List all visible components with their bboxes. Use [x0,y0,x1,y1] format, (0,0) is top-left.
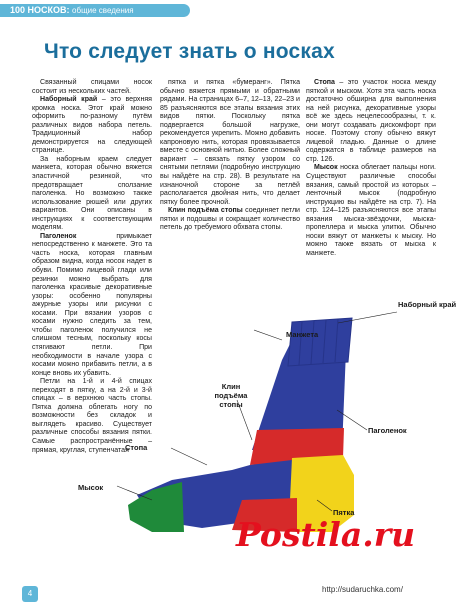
paragraph-term: Стопа [314,79,335,86]
label-gusset: Клин подъёма стопы [214,382,248,409]
label-leg: Паголенок [368,426,407,435]
label-cuff: Манжета [286,330,319,339]
paragraph-text: Петли на 1-й и 4-й спицах переходят в пятку, а на 2-й и 3-й спицах – в верхнюю часть стопы. Пятка должна облегать ногу по возможности без складок и выглядеть красиво. Существует различные способы вязания пятки. Самые распространённые – прямая, круглая, ступенчатая [32,378,152,454]
page-title: Что следует знать о носках [44,40,335,63]
paragraph-term: Наборный край [40,96,98,104]
section-header-text [10,4,134,17]
paragraph-text: – это верхняя кромка носка. Этот край можно оформить по-разному путём различных видов набора петель. Традиционный набор демонстрируется на следующей странице. [32,96,152,155]
paragraph [306,79,436,164]
sock-toe [128,482,184,532]
watermark-text: Postila.ru [236,515,416,554]
paragraph [32,79,152,96]
paragraph-text: носка облегает пальцы ноги. Существуют различные способы вязания, самый простой из которых – ленточный мысок (подробную инструкцию вы найдёте на стр. 7). На стр. 124–125 разъясняются все этапы вязания мыска-звёздочки, мыска-пропеллера и мыска улитки. Обычно носки вяжут от манжеты к мыску. Но можно также вязать от мыска к манжете. [306,164,436,257]
text-column-2 [160,79,300,233]
paragraph [160,207,300,233]
paragraph-text: Связанный спицами носок состоит из нескольких частей. [32,79,152,95]
paragraph-term: Клин подъёма стопы [168,207,243,215]
source-url[interactable]: http://sudaruchka.com/ [322,585,403,594]
paragraph [306,164,436,258]
paragraph-term: Мысок [314,164,338,172]
paragraph-text: соединяет петли пятки и подошвы и сокращает количество петель до требуемого обхвата стопы. [160,207,300,232]
section-header-bar [0,0,460,20]
paragraph-text: – это участок носка между пяткой и мыском. Хотя эта часть носка достаточно обширна для выполнения на ней рисунка, декоративные узоры всё же здесь нецелесообразны, т. к. они могут создавать дискомфорт при носке. Поэтому стопу обычно вяжут лицевой гладью. Данные о длине содержатся в таблице размеров на стр. 126. [306,79,436,163]
page-number: 4 [22,586,38,602]
label-foot: Стопа [125,443,148,452]
section-subtitle: общие сведения [72,6,134,15]
paragraph-text: пятка и пятка «бумеранг». Пятка обычно вяжется прямыми и обратными рядами. На страницах 6–7, 12–13, 22–23 и 85 разъясняются все этапы вязания этих видов пятки. Поскольку пятка подвергается большой нагрузке, рекомендуется укрепить. Можно добавить капроновую нить, которая провязывается вместе с основной нитью. Более сложный вариант – связать пятку узором со снятыми петлями (подробную инструкцию вы найдёте на стр. 28). В результате на изнаночной стороне за петлёй располагается двойная нить, что делает пятку более прочной. [160,79,300,206]
paragraph [32,96,152,156]
sock-cuff [288,318,352,366]
paragraph-text: За наборным краем следует манжета, которая обычно вяжется эластичной резинкой, что предотвращает сползание паголенка. Но возможно также использование рюшей или других вариантов. Они описаны в инструкциях к соответствующим моделям. [32,155,152,232]
section-title: 100 НОСКОВ: [10,5,70,15]
label-cuff-edge: Наборный край [398,300,457,309]
label-heel: Пятка [333,508,355,517]
paragraph [160,79,300,207]
paragraph-term: Паголенок [40,232,77,240]
paragraph [32,156,152,233]
label-toe: Мысок [78,483,104,492]
paragraph-text: примыкает непосредственно к манжете. Это та часть носка, которая главным образом видна, когда носок надет в обуви. Помимо лицевой глади или резинки можно выбрать для паголенка красивые декоративные узоры: особенно популярны ажурные узоры или рисунки с косами. При вязании узоров с косами нужно следить за тем, чтобы паголенок получился не слишком тесным, поскольку косы стягивают петли. При необходимости в начале узора с косами можно прибавить петли, а в конце вновь их убавить. [32,232,152,377]
text-column-3 [306,79,436,258]
